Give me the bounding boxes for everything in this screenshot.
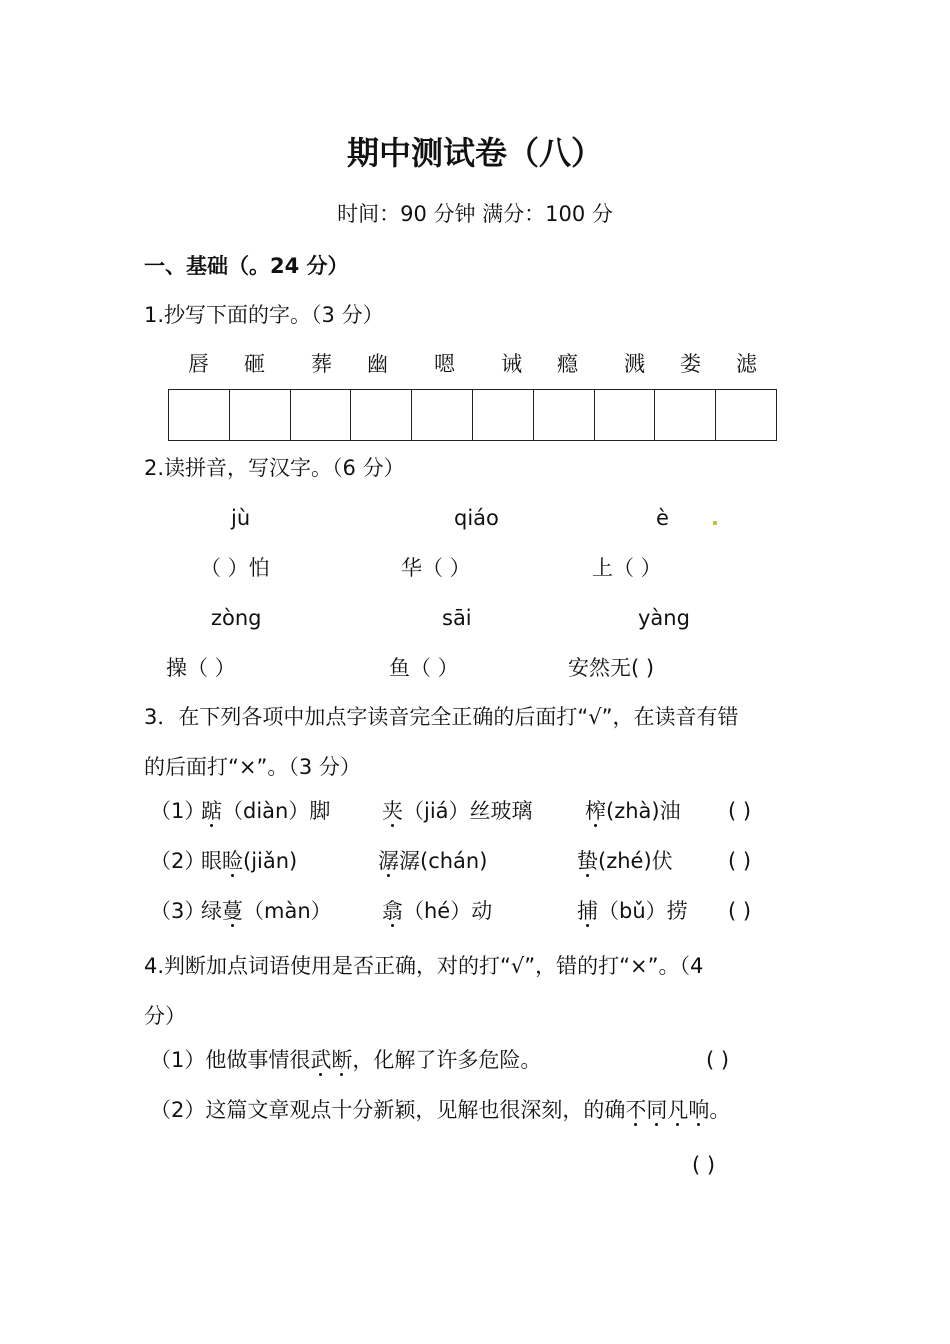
stray-mark xyxy=(713,521,717,525)
section-heading: 一、基础（。24 分） xyxy=(144,254,349,278)
fill-blank[interactable]: （ ）怕 xyxy=(200,556,270,580)
dotted-char: 潺 xyxy=(378,849,399,873)
grid-cell[interactable] xyxy=(412,390,473,440)
pinyin: jù xyxy=(231,506,251,530)
grid-cell[interactable] xyxy=(291,390,352,440)
dotted-char: 断 xyxy=(331,1048,353,1072)
grid-cell[interactable] xyxy=(655,390,716,440)
answer-paren[interactable]: ( ) xyxy=(728,899,752,923)
sentence-text: （2）这篇文章观点十分新颖，见解也很深刻，的确 xyxy=(150,1098,626,1122)
grid-cell[interactable] xyxy=(169,390,230,440)
option-text: 绿 xyxy=(201,899,222,923)
grid-cell[interactable] xyxy=(230,390,291,440)
q3-option-b xyxy=(378,851,487,872)
dotted-char: 响 xyxy=(688,1098,710,1122)
q3-option-c xyxy=(585,801,681,822)
q3-prompt: 3．在下列各项中加点字读音完全正确的后面打“√”，在读音有错 xyxy=(144,705,739,729)
q1-char: 滤 xyxy=(736,352,757,376)
q1-char: 葬 xyxy=(311,352,332,376)
q1-char: 诫 xyxy=(501,352,522,376)
option-text: (chán) xyxy=(420,849,488,873)
dotted-char: 不 xyxy=(625,1098,647,1122)
q3-option-a xyxy=(201,801,330,822)
q1-char: 嗯 xyxy=(434,352,455,376)
q1-char: 唇 xyxy=(188,352,209,376)
q3-option-b xyxy=(382,801,533,822)
q3-option-a xyxy=(201,901,332,922)
option-text: （màn） xyxy=(243,899,332,923)
q1-char: 幽 xyxy=(367,352,388,376)
q2-prompt: 2.读拼音，写汉字。（6 分） xyxy=(144,456,405,480)
dotted-char: 翕 xyxy=(382,899,403,923)
fill-blank[interactable]: 华（ ） xyxy=(401,556,471,580)
q1-char: 溅 xyxy=(624,352,645,376)
q1-char: 娄 xyxy=(680,352,701,376)
option-text: （bǔ）捞 xyxy=(598,899,688,923)
q3-item-label: （3） xyxy=(150,899,206,923)
grid-cell[interactable] xyxy=(473,390,534,440)
sentence-text: 。 xyxy=(709,1098,731,1122)
q3-option-c xyxy=(577,851,673,872)
q1-char: 瘾 xyxy=(557,352,578,376)
dotted-char: 踮 xyxy=(201,799,222,823)
fill-blank[interactable]: 鱼（ ） xyxy=(389,656,459,680)
dotted-char: 榨 xyxy=(585,799,606,823)
fill-blank[interactable]: 安然无( ) xyxy=(568,656,655,680)
q4-prompt-cont: 分） xyxy=(144,1004,186,1028)
q3-prompt-cont: 的后面打“×”。（3 分） xyxy=(144,755,361,779)
option-text: 眼 xyxy=(201,849,222,873)
q3-option-b xyxy=(382,901,492,922)
q3-item-label: （1） xyxy=(150,799,206,823)
q4-item xyxy=(150,1100,730,1121)
dotted-char: 捕 xyxy=(577,899,598,923)
answer-paren[interactable]: ( ) xyxy=(728,849,752,873)
dotted-char: 武 xyxy=(310,1048,332,1072)
answer-paren[interactable]: ( ) xyxy=(706,1048,730,1072)
dotted-char: 蛰 xyxy=(577,849,598,873)
answer-paren[interactable]: ( ) xyxy=(692,1153,716,1177)
dotted-char: 同 xyxy=(646,1098,668,1122)
fill-blank[interactable]: 上（ ） xyxy=(592,556,662,580)
option-text: (zhà)油 xyxy=(606,799,681,823)
grid-cell[interactable] xyxy=(534,390,595,440)
pinyin: è xyxy=(656,506,669,530)
pinyin: yàng xyxy=(638,606,690,630)
sentence-text: ，化解了许多危险。 xyxy=(352,1048,542,1072)
grid-cell[interactable] xyxy=(351,390,412,440)
pinyin: zòng xyxy=(211,606,262,630)
sentence-text: （1）他做事情很 xyxy=(150,1048,311,1072)
option-text: （hé）动 xyxy=(403,899,493,923)
copy-grid xyxy=(168,389,777,441)
option-text: (jiǎn) xyxy=(243,849,298,873)
option-text: (zhé)伏 xyxy=(598,849,673,873)
grid-cell[interactable] xyxy=(595,390,656,440)
page-title: 期中测试卷（八） xyxy=(346,134,603,172)
q4-item xyxy=(150,1050,541,1071)
fill-blank[interactable]: 操（ ） xyxy=(166,656,236,680)
option-text: （jiá）丝玻璃 xyxy=(403,799,533,823)
q4-prompt: 4.判断加点词语使用是否正确，对的打“√”，错的打“×”。（4 xyxy=(144,954,704,978)
q3-option-c xyxy=(577,901,688,922)
q1-char: 砸 xyxy=(244,352,265,376)
grid-cell[interactable] xyxy=(716,390,776,440)
q3-item-label: （2） xyxy=(150,849,206,873)
q1-prompt: 1.抄写下面的字。（3 分） xyxy=(144,303,384,327)
pinyin: sāi xyxy=(442,606,472,630)
option-text: 潺 xyxy=(399,849,420,873)
dotted-char: 凡 xyxy=(667,1098,689,1122)
answer-paren[interactable]: ( ) xyxy=(728,799,752,823)
q3-option-a xyxy=(201,851,297,872)
dotted-char: 睑 xyxy=(222,849,243,873)
dotted-char: 夹 xyxy=(382,799,403,823)
exam-meta: 时间：90 分钟 满分：100 分 xyxy=(337,202,613,226)
pinyin: qiáo xyxy=(454,506,499,530)
option-text: （diàn）脚 xyxy=(222,799,331,823)
dotted-char: 蔓 xyxy=(222,899,243,923)
